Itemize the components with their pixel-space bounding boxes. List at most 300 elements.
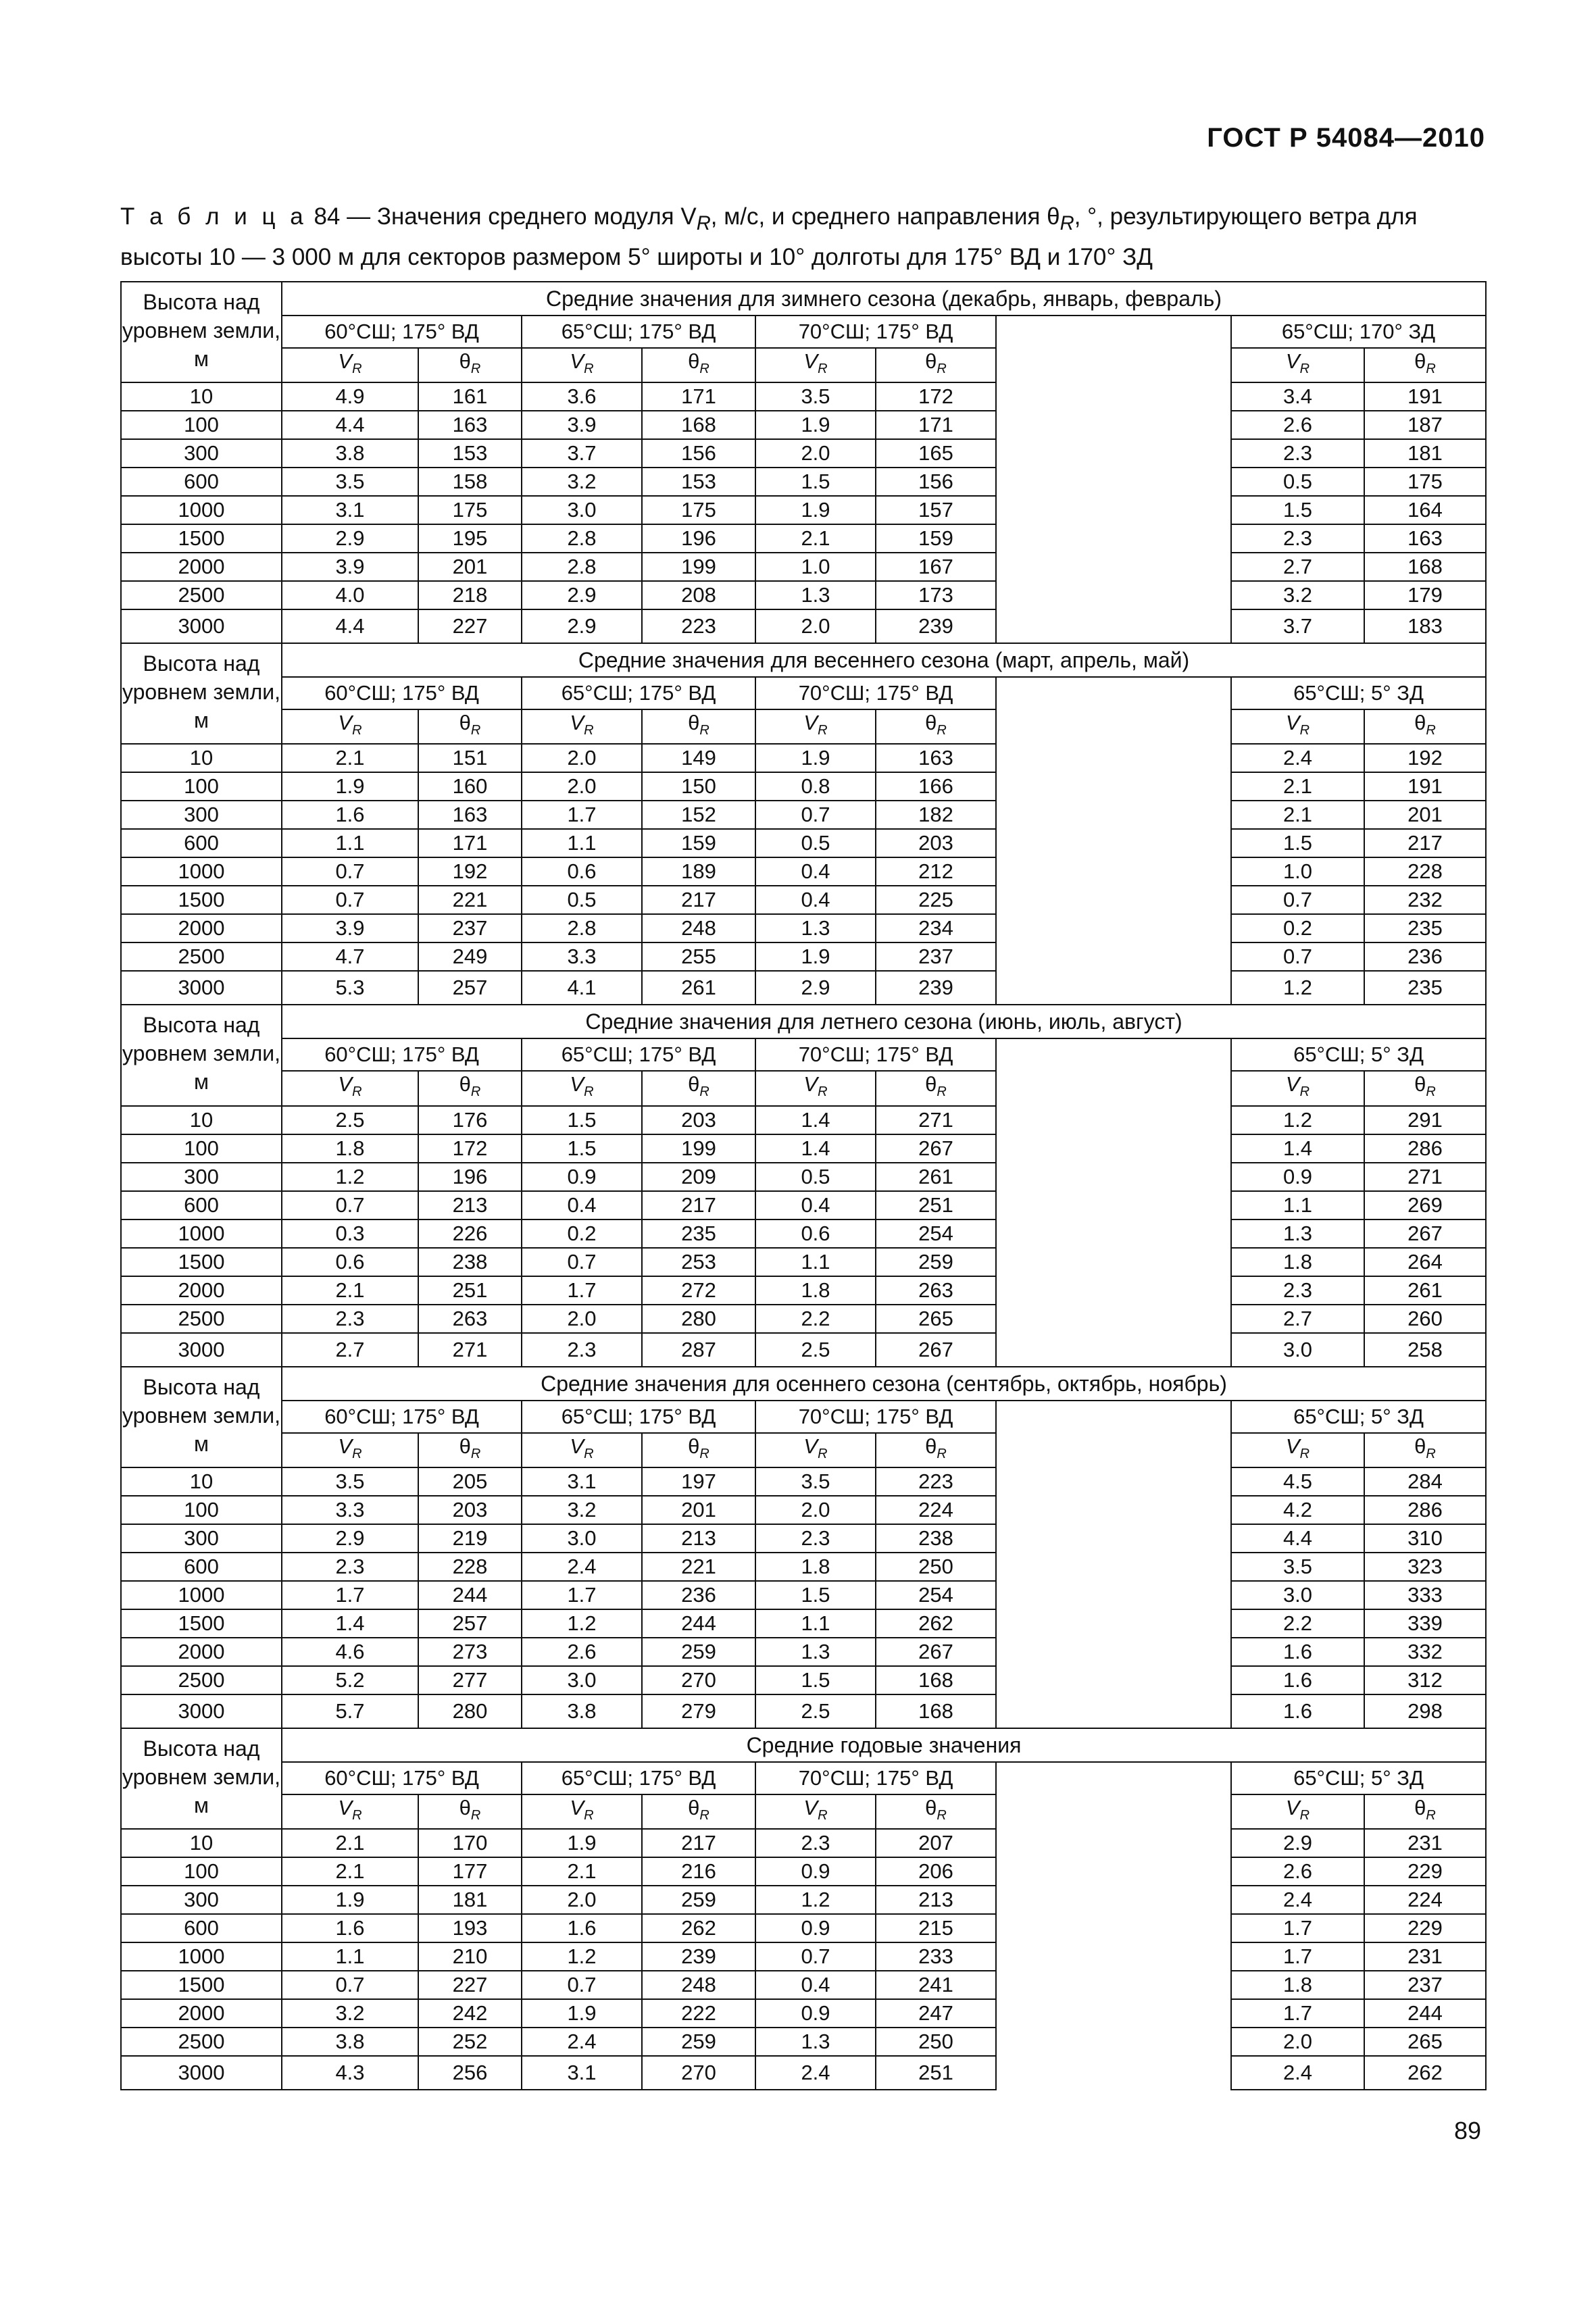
speed-cell: 1.5: [1231, 496, 1364, 524]
direction-cell: 259: [642, 1886, 755, 1914]
speed-cell: 2.0: [522, 744, 642, 772]
direction-cell: 291: [1364, 1106, 1486, 1134]
speed-symbol: [803, 1434, 828, 1461]
speed-cell: 3.6: [522, 382, 642, 411]
height-cell: 2000: [121, 914, 282, 942]
symbol-subscript: R: [699, 1446, 709, 1461]
season-title: Средние значения для весеннего сезона (март, апрель, май): [282, 643, 1486, 677]
direction-cell: 223: [642, 609, 755, 643]
speed-cell: 1.0: [1231, 857, 1364, 886]
direction-symbol: [1414, 711, 1436, 738]
region-header: 65°СШ; 5° ЗД: [1231, 1401, 1486, 1433]
speed-cell: 2.8: [522, 524, 642, 553]
direction-symbol: [1414, 1434, 1436, 1461]
region-header: 65°СШ; 175° ВД: [522, 677, 755, 709]
speed-cell: 0.7: [755, 1942, 876, 1971]
standard-code: ГОСТ Р 54084—2010: [1207, 123, 1485, 153]
direction-cell: 237: [1364, 1971, 1486, 1999]
direction-cell: 267: [1364, 1219, 1486, 1248]
speed-cell: 1.1: [755, 1248, 876, 1276]
direction-symbol-letter: θ: [459, 1072, 471, 1097]
direction-column-header: [418, 1433, 522, 1467]
speed-cell: 1.1: [522, 829, 642, 857]
direction-cell: 248: [642, 914, 755, 942]
direction-cell: 272: [642, 1276, 755, 1305]
symbol-subscript: R: [470, 1446, 481, 1461]
speed-cell: 1.6: [282, 801, 418, 829]
speed-cell: 0.7: [282, 1191, 418, 1219]
speed-cell: 2.0: [755, 1496, 876, 1524]
direction-cell: 229: [1364, 1914, 1486, 1942]
speed-cell: 0.5: [755, 1163, 876, 1191]
region-row: [121, 677, 1486, 709]
speed-cell: 2.4: [1231, 2056, 1364, 2090]
table-row: [121, 1496, 1486, 1524]
height-cell: 600: [121, 1191, 282, 1219]
symbol-subscript: R: [937, 361, 947, 377]
direction-cell: 259: [876, 1248, 996, 1276]
direction-cell: 271: [1364, 1163, 1486, 1191]
speed-symbol: [338, 1434, 362, 1461]
direction-symbol-letter: θ: [925, 1072, 937, 1097]
direction-cell: 152: [642, 801, 755, 829]
speed-cell: 2.1: [282, 744, 418, 772]
region-header: 60°СШ; 175° ВД: [282, 677, 522, 709]
direction-symbol-letter: θ: [925, 349, 937, 373]
direction-cell: 237: [876, 942, 996, 971]
direction-cell: 239: [876, 971, 996, 1005]
speed-cell: 4.5: [1231, 1467, 1364, 1496]
speed-symbol: [803, 1795, 828, 1823]
speed-cell: 1.2: [1231, 1106, 1364, 1134]
direction-cell: 280: [642, 1305, 755, 1333]
table-row: [121, 1971, 1486, 1999]
table-row: [121, 609, 1486, 643]
direction-cell: 159: [876, 524, 996, 553]
direction-cell: 225: [876, 886, 996, 914]
speed-cell: 1.6: [1231, 1666, 1364, 1694]
caption-text-after-theta: , °, результирующего ветра для высоты 10 — 3 000 м для секторов размером 5° широты и 10° долготы для 175° ВД и 170° ЗД: [120, 203, 1418, 270]
direction-cell: 221: [642, 1553, 755, 1581]
direction-cell: 262: [876, 1609, 996, 1638]
speed-cell: 2.4: [522, 1553, 642, 1581]
height-cell: 2000: [121, 1999, 282, 2028]
speed-symbol: [570, 1795, 594, 1823]
height-header: Высота над уровнем земли, м: [121, 1728, 282, 1829]
direction-cell: 261: [1364, 1276, 1486, 1305]
direction-cell: 258: [1364, 1333, 1486, 1367]
section-title-row: [121, 643, 1486, 677]
speed-column-header: [522, 1071, 642, 1105]
direction-column-header: [876, 1794, 996, 1829]
table-row: [121, 1581, 1486, 1609]
height-cell: 2000: [121, 1276, 282, 1305]
speed-column-header: [755, 1071, 876, 1105]
direction-symbol-letter: θ: [459, 1795, 471, 1819]
direction-cell: 203: [876, 829, 996, 857]
speed-cell: 3.0: [1231, 1333, 1364, 1367]
direction-cell: 171: [418, 829, 522, 857]
height-cell: 3000: [121, 971, 282, 1005]
speed-cell: 0.9: [755, 1999, 876, 2028]
direction-cell: 286: [1364, 1496, 1486, 1524]
height-cell: 1000: [121, 1219, 282, 1248]
speed-cell: 1.2: [1231, 971, 1364, 1005]
speed-cell: 3.8: [282, 439, 418, 468]
speed-cell: 1.5: [755, 1581, 876, 1609]
speed-cell: 1.8: [1231, 1971, 1364, 1999]
direction-cell: 251: [876, 2056, 996, 2090]
direction-cell: 168: [642, 411, 755, 439]
direction-cell: 192: [418, 857, 522, 886]
table-row: [121, 1467, 1486, 1496]
speed-column-header: [282, 709, 418, 744]
region-header: 65°СШ; 175° ВД: [522, 316, 755, 348]
height-cell: 1500: [121, 886, 282, 914]
direction-column-header: [642, 1794, 755, 1829]
caption-text-after-v: , м/с, и среднего направления θ: [710, 203, 1060, 230]
speed-cell: 3.3: [522, 942, 642, 971]
height-cell: 3000: [121, 609, 282, 643]
speed-symbol-letter: V: [803, 349, 818, 373]
speed-symbol: [1285, 711, 1310, 738]
direction-cell: 171: [642, 382, 755, 411]
speed-cell: 2.5: [282, 1106, 418, 1134]
direction-cell: 192: [1364, 744, 1486, 772]
speed-cell: 1.9: [755, 942, 876, 971]
table-row: [121, 744, 1486, 772]
direction-column-header: [1364, 1071, 1486, 1105]
height-cell: 1500: [121, 1609, 282, 1638]
symbol-subscript: R: [584, 1446, 594, 1461]
symbol-subscript: R: [584, 361, 594, 377]
height-cell: 1000: [121, 1942, 282, 1971]
table-row: [121, 581, 1486, 609]
season-title: Средние значения для зимнего сезона (декабрь, январь, февраль): [282, 282, 1486, 316]
table-row: [121, 1219, 1486, 1248]
speed-cell: 1.1: [282, 1942, 418, 1971]
direction-cell: 212: [876, 857, 996, 886]
height-cell: 1500: [121, 1248, 282, 1276]
speed-cell: 2.4: [1231, 1886, 1364, 1914]
direction-cell: 250: [876, 1553, 996, 1581]
region-row: [121, 1038, 1486, 1071]
speed-symbol-letter: V: [338, 1072, 353, 1097]
direction-cell: 232: [1364, 886, 1486, 914]
speed-symbol-letter: V: [570, 1795, 584, 1819]
symbol-subscript: R: [352, 1807, 362, 1823]
height-cell: 600: [121, 1553, 282, 1581]
height-cell: 10: [121, 382, 282, 411]
direction-cell: 181: [418, 1886, 522, 1914]
speed-cell: 3.2: [282, 1999, 418, 2028]
speed-cell: 1.0: [755, 553, 876, 581]
speed-symbol: [338, 711, 362, 738]
speed-cell: 1.5: [755, 468, 876, 496]
direction-cell: 228: [1364, 857, 1486, 886]
symbol-subscript: R: [818, 1446, 828, 1461]
direction-column-header: [418, 1794, 522, 1829]
direction-cell: 312: [1364, 1666, 1486, 1694]
speed-cell: 1.7: [1231, 1999, 1364, 2028]
direction-cell: 167: [876, 553, 996, 581]
direction-cell: 215: [876, 1914, 996, 1942]
height-cell: 100: [121, 411, 282, 439]
direction-cell: 219: [418, 1524, 522, 1553]
direction-cell: 236: [1364, 942, 1486, 971]
speed-cell: 1.7: [522, 1581, 642, 1609]
table-row: [121, 1829, 1486, 1857]
table-body: [121, 282, 1486, 2090]
direction-cell: 221: [418, 886, 522, 914]
section-title-row: [121, 1728, 1486, 1762]
region-header: 65°СШ; 170° ЗД: [1231, 316, 1486, 348]
height-cell: 300: [121, 1886, 282, 1914]
speed-cell: 3.1: [522, 2056, 642, 2090]
direction-cell: 286: [1364, 1134, 1486, 1163]
direction-cell: 238: [418, 1248, 522, 1276]
speed-cell: 3.9: [282, 553, 418, 581]
speed-cell: 2.1: [282, 1857, 418, 1886]
direction-cell: 333: [1364, 1581, 1486, 1609]
speed-cell: 3.8: [522, 1694, 642, 1728]
speed-cell: 1.3: [755, 2028, 876, 2056]
region-header: 70°СШ; 175° ВД: [755, 316, 996, 348]
direction-cell: 223: [876, 1467, 996, 1496]
speed-cell: 2.1: [1231, 772, 1364, 801]
height-cell: 600: [121, 1914, 282, 1942]
direction-cell: 260: [1364, 1305, 1486, 1333]
direction-cell: 213: [876, 1886, 996, 1914]
speed-cell: 0.4: [755, 886, 876, 914]
table-row: [121, 1999, 1486, 2028]
symbol-subscript: R: [1299, 1446, 1310, 1461]
direction-cell: 199: [642, 553, 755, 581]
direction-cell: 250: [876, 2028, 996, 2056]
direction-cell: 273: [418, 1638, 522, 1666]
direction-cell: 241: [876, 1971, 996, 1999]
speed-symbol-letter: V: [570, 1072, 584, 1097]
direction-cell: 156: [876, 468, 996, 496]
direction-cell: 160: [418, 772, 522, 801]
direction-cell: 166: [876, 772, 996, 801]
speed-symbol: [338, 1072, 362, 1100]
region-row: [121, 1762, 1486, 1794]
speed-column-header: [282, 1433, 418, 1467]
direction-symbol-letter: θ: [1414, 1795, 1426, 1819]
direction-cell: 262: [642, 1914, 755, 1942]
table-row: [121, 829, 1486, 857]
direction-cell: 208: [642, 581, 755, 609]
direction-cell: 323: [1364, 1553, 1486, 1581]
speed-cell: 1.6: [1231, 1694, 1364, 1728]
region-header: 65°СШ; 5° ЗД: [1231, 677, 1486, 709]
speed-symbol: [1285, 1434, 1310, 1461]
direction-cell: 168: [876, 1694, 996, 1728]
speed-cell: 0.4: [755, 857, 876, 886]
direction-cell: 203: [642, 1106, 755, 1134]
speed-cell: 2.3: [1231, 1276, 1364, 1305]
height-cell: 2500: [121, 2028, 282, 2056]
speed-cell: 1.3: [755, 1638, 876, 1666]
speed-cell: 1.2: [755, 1886, 876, 1914]
speed-cell: 1.1: [282, 829, 418, 857]
direction-symbol-letter: θ: [459, 1434, 471, 1458]
height-cell: 3000: [121, 1333, 282, 1367]
height-cell: 1500: [121, 1971, 282, 1999]
wind-data-table: [120, 281, 1487, 2090]
symbol-subscript: R: [584, 1084, 594, 1100]
speed-cell: 3.8: [282, 2028, 418, 2056]
table-row: [121, 553, 1486, 581]
direction-cell: 217: [1364, 829, 1486, 857]
speed-symbol: [1285, 1072, 1310, 1100]
region-header: 60°СШ; 175° ВД: [282, 316, 522, 348]
speed-cell: 5.3: [282, 971, 418, 1005]
direction-column-header: [418, 348, 522, 382]
direction-symbol-letter: θ: [1414, 1434, 1426, 1458]
speed-cell: 3.2: [522, 1496, 642, 1524]
symbol-row: [121, 1071, 1486, 1105]
speed-symbol: [1285, 1795, 1310, 1823]
speed-cell: 0.4: [755, 1971, 876, 1999]
direction-cell: 271: [418, 1333, 522, 1367]
speed-cell: 2.3: [282, 1305, 418, 1333]
direction-symbol-letter: θ: [1414, 1072, 1426, 1097]
direction-cell: 201: [1364, 801, 1486, 829]
speed-cell: 4.0: [282, 581, 418, 609]
direction-cell: 239: [642, 1942, 755, 1971]
direction-cell: 267: [876, 1333, 996, 1367]
direction-cell: 239: [876, 609, 996, 643]
speed-cell: 1.4: [755, 1106, 876, 1134]
direction-symbol-letter: θ: [688, 349, 700, 373]
symbol-subscript: R: [818, 361, 828, 377]
height-cell: 2000: [121, 553, 282, 581]
direction-cell: 264: [1364, 1248, 1486, 1276]
speed-cell: 0.5: [755, 829, 876, 857]
direction-cell: 205: [418, 1467, 522, 1496]
direction-symbol-letter: θ: [688, 1072, 700, 1097]
direction-cell: 173: [876, 581, 996, 609]
symbol-subscript: R: [699, 1807, 709, 1823]
speed-cell: 0.7: [282, 886, 418, 914]
speed-cell: 0.6: [282, 1248, 418, 1276]
speed-cell: 0.7: [282, 857, 418, 886]
direction-cell: 189: [642, 857, 755, 886]
direction-cell: 233: [876, 1942, 996, 1971]
direction-cell: 259: [642, 2028, 755, 2056]
direction-symbol-letter: θ: [459, 349, 471, 373]
region-header: 65°СШ; 5° ЗД: [1231, 1038, 1486, 1071]
table-row: [121, 801, 1486, 829]
speed-cell: 4.4: [282, 609, 418, 643]
speed-cell: 1.2: [282, 1163, 418, 1191]
speed-cell: 1.3: [755, 914, 876, 942]
direction-cell: 175: [642, 496, 755, 524]
direction-cell: 213: [418, 1191, 522, 1219]
speed-cell: 1.4: [282, 1609, 418, 1638]
table-row: [121, 382, 1486, 411]
region-header: 70°СШ; 175° ВД: [755, 1401, 996, 1433]
speed-column-header: [755, 1433, 876, 1467]
direction-cell: 151: [418, 744, 522, 772]
direction-column-header: [876, 1071, 996, 1105]
direction-cell: 253: [642, 1248, 755, 1276]
symbol-subscript: R: [937, 1807, 947, 1823]
direction-cell: 262: [1364, 2056, 1486, 2090]
page-number: 89: [1453, 2117, 1481, 2144]
direction-cell: 157: [876, 496, 996, 524]
speed-cell: 3.2: [522, 468, 642, 496]
symbol-row: [121, 348, 1486, 382]
direction-cell: 201: [418, 553, 522, 581]
speed-cell: 0.7: [1231, 942, 1364, 971]
table-row: [121, 1524, 1486, 1553]
table-row: [121, 857, 1486, 886]
speed-cell: 1.6: [1231, 1638, 1364, 1666]
season-title: Средние значения для летнего сезона (июнь, июль, август): [282, 1005, 1486, 1038]
height-cell: 10: [121, 1829, 282, 1857]
region-header: 65°СШ; 175° ВД: [522, 1762, 755, 1794]
speed-cell: 4.2: [1231, 1496, 1364, 1524]
height-cell: 100: [121, 1857, 282, 1886]
direction-cell: 217: [642, 1829, 755, 1857]
direction-cell: 257: [418, 971, 522, 1005]
speed-cell: 2.1: [522, 1857, 642, 1886]
direction-cell: 254: [876, 1581, 996, 1609]
speed-cell: 2.9: [755, 971, 876, 1005]
symbol-subscript: R: [937, 723, 947, 738]
symbol-row: [121, 1794, 1486, 1829]
direction-cell: 199: [642, 1134, 755, 1163]
direction-cell: 287: [642, 1333, 755, 1367]
speed-cell: 1.9: [522, 1829, 642, 1857]
direction-cell: 263: [418, 1305, 522, 1333]
table-row: [121, 971, 1486, 1005]
direction-symbol-letter: θ: [688, 711, 700, 735]
speed-symbol: [1285, 349, 1310, 377]
direction-cell: 163: [1364, 524, 1486, 553]
speed-cell: 1.7: [282, 1581, 418, 1609]
speed-cell: 3.5: [755, 1467, 876, 1496]
table-row: [121, 1638, 1486, 1666]
direction-cell: 257: [418, 1609, 522, 1638]
region-header: 60°СШ; 175° ВД: [282, 1401, 522, 1433]
speed-cell: 1.9: [282, 772, 418, 801]
direction-cell: 242: [418, 1999, 522, 2028]
direction-cell: 255: [642, 942, 755, 971]
direction-symbol: [925, 711, 947, 738]
table-row: [121, 411, 1486, 439]
direction-symbol-letter: θ: [925, 1795, 937, 1819]
direction-cell: 267: [876, 1134, 996, 1163]
direction-symbol: [925, 1072, 947, 1100]
speed-cell: 2.1: [755, 524, 876, 553]
speed-cell: 1.8: [755, 1276, 876, 1305]
speed-cell: 1.3: [1231, 1219, 1364, 1248]
direction-symbol: [459, 349, 481, 377]
speed-cell: 3.0: [522, 1524, 642, 1553]
speed-cell: 1.9: [755, 496, 876, 524]
speed-symbol: [338, 1795, 362, 1823]
height-cell: 2500: [121, 942, 282, 971]
direction-symbol-letter: θ: [925, 711, 937, 735]
speed-cell: 0.2: [1231, 914, 1364, 942]
direction-cell: 187: [1364, 411, 1486, 439]
direction-symbol: [1414, 1072, 1436, 1100]
symbol-subscript: R: [584, 723, 594, 738]
